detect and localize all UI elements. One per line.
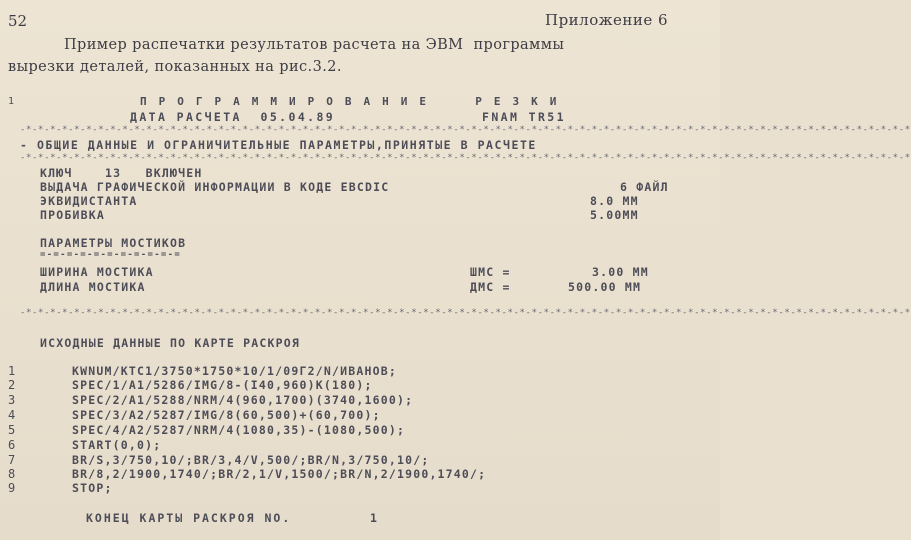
- line-number: 9: [8, 481, 16, 495]
- end-card-number: 1: [370, 511, 379, 525]
- bridge-label: ДЛИНА МОСТИКА: [40, 280, 146, 294]
- line-number: 2: [8, 378, 16, 392]
- card-line: SPEC/1/A1/5286/IMG/8-(I40,960)K(180);: [72, 378, 373, 392]
- end-of-card-line: КОНЕЦ КАРТЫ РАСКРОЯ NO.: [86, 511, 292, 525]
- param-value: 6 ФАЙЛ: [620, 180, 669, 194]
- line-number: 4: [8, 408, 16, 422]
- param-label: ПРОБИВКА: [40, 208, 105, 222]
- printout-title: ПРОГРАММИРОВАНИЕ РЕЗКИ: [140, 95, 569, 108]
- param-label: ЭКВИДИСТАНТА: [40, 194, 138, 208]
- bridge-value: 3.00 ММ: [592, 265, 649, 279]
- bridge-code: ШМС =: [470, 265, 511, 279]
- margin-mark: 1: [8, 96, 15, 107]
- bridge-label: ШИРИНА МОСТИКА: [40, 265, 154, 279]
- general-params-heading: - ОБЩИЕ ДАННЫЕ И ОГРАНИЧИТЕЛЬНЫЕ ПАРАМЕТРЫ,ПРИНЯТЫЕ В РАСЧЕТЕ: [20, 138, 537, 152]
- line-number: 3: [8, 393, 16, 407]
- card-line: START(0,0);: [72, 438, 162, 452]
- param-value: 8.0 ММ: [590, 194, 639, 208]
- param-value: 5.00ММ: [590, 208, 639, 222]
- bridge-value: 500.00 ММ: [568, 280, 642, 294]
- source-data-heading: ИСХОДНЫЕ ДАННЫЕ ПО КАРТЕ РАСКРОЯ: [40, 336, 300, 350]
- key-line: КЛЮЧ 13 ВКЛЮЧЕН: [40, 166, 203, 180]
- caption-line-2: вырезки деталей, показанных на рис.3.2.: [8, 59, 342, 75]
- appendix-label: Приложение 6: [545, 11, 669, 29]
- card-line: SPEC/4/A2/5287/NRM/4(1080,35)-(1080,500);: [72, 423, 406, 437]
- card-line: KWNUM/KTC1/3750*1750*10/1/09Г2/N/ИВАНОВ;: [72, 364, 397, 378]
- param-label: ВЫДАЧА ГРАФИЧЕСКОЙ ИНФОРМАЦИИ В КОДЕ EBCDIC: [40, 180, 390, 194]
- bridges-heading: ПАРАМЕТРЫ МОСТИКОВ: [40, 236, 187, 250]
- separator-1: -*-*-*-*-*-*-*-*-*-*-*-*-*-*-*-*-*-*-*-*-*-*-*-*-*-*-*-*-*-*-*-*-*-*-*-*-*-*-*-*-*-*-*-*-*-*-*-*-*-*-*-*-*-*-*-*-*-*-*-*-*-*-*-*-*-*-*-*-*-*-*-*-*-*: [20, 125, 911, 135]
- calc-date: ДАТА РАСЧЕТА 05.04.89: [130, 110, 336, 124]
- bridges-underline: =-=-=-=-=-=-=-=-=-=-=: [40, 250, 182, 260]
- caption-line-1: Пример распечатки результатов расчета на ЭВМ программы: [64, 37, 565, 53]
- card-line: BR/S,3/750,10/;BR/3,4/V,500/;BR/N,3/750,10/;: [72, 453, 430, 467]
- page-number: 52: [8, 12, 28, 30]
- line-number: 6: [8, 438, 16, 452]
- separator-2: -*-*-*-*-*-*-*-*-*-*-*-*-*-*-*-*-*-*-*-*-*-*-*-*-*-*-*-*-*-*-*-*-*-*-*-*-*-*-*-*-*-*-*-*-*-*-*-*-*-*-*-*-*-*-*-*-*-*-*-*-*-*-*-*-*-*-*-*-*-*-*-*-*-*: [20, 153, 911, 163]
- bridge-code: ДМС =: [470, 280, 511, 294]
- line-number: 5: [8, 423, 16, 437]
- line-number: 1: [8, 364, 16, 378]
- fnam-label: FNAM TR51: [482, 110, 566, 124]
- separator-3: -*-*-*-*-*-*-*-*-*-*-*-*-*-*-*-*-*-*-*-*-*-*-*-*-*-*-*-*-*-*-*-*-*-*-*-*-*-*-*-*-*-*-*-*-*-*-*-*-*-*-*-*-*-*-*-*-*-*-*-*-*-*-*-*-*-*-*-*-*-*-*-*-*-*: [20, 308, 911, 318]
- card-line: SPEC/3/A2/5287/IMG/8(60,500)+(60,700);: [72, 408, 381, 422]
- card-line: SPEC/2/A1/5288/NRM/4(960,1700)(3740,1600);: [72, 393, 414, 407]
- line-number: 7: [8, 453, 16, 467]
- line-number: 8: [8, 467, 16, 481]
- card-line: STOP;: [72, 481, 113, 495]
- card-line: BR/8,2/1900,1740/;BR/2,1/V,1500/;BR/N,2/1900,1740/;: [72, 467, 487, 481]
